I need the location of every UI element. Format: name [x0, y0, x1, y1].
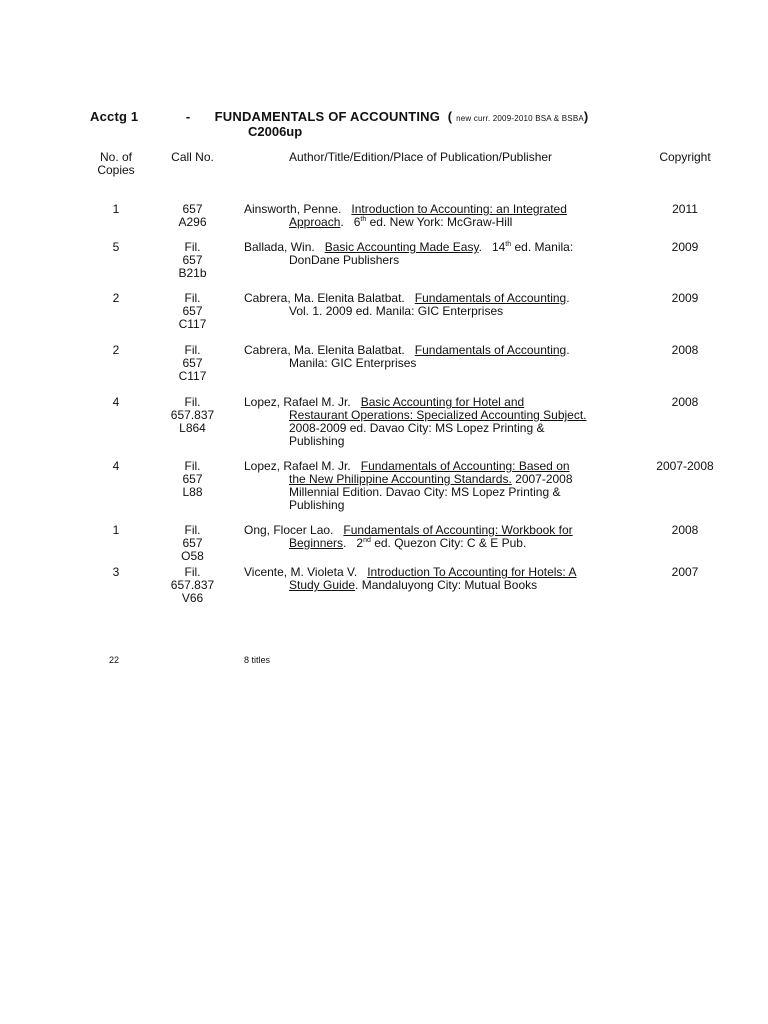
- edition-publisher: 2008-2009 ed. Davao City: MS Lopez Printing &: [289, 421, 545, 435]
- call-line: 657: [182, 202, 203, 216]
- author-name: Cabrera, Ma. Elenita Balatbat.: [244, 343, 405, 357]
- row-4-copies: 2: [112, 343, 120, 357]
- edition-number: 6: [353, 215, 361, 229]
- edition-publisher: ed. New York: McGraw-Hill: [366, 215, 513, 229]
- call-line: 657: [182, 472, 203, 486]
- row-8-call-no: [160, 566, 225, 605]
- author-name: Lopez, Rafael M. Jr.: [244, 395, 351, 409]
- row-7-entry: Ong, Flocer Lao. Fundamentals of Accounting: Workbook for Beginners. 2nd ed. Quezon City: C & E Pub.: [244, 523, 573, 550]
- row-5-copies: 4: [112, 395, 120, 409]
- row-3-copies: 2: [112, 291, 120, 305]
- call-line: 657: [182, 253, 203, 267]
- row-6-call-no: [160, 460, 225, 499]
- row-2-call-no: [160, 241, 225, 280]
- call-line: L88: [182, 485, 203, 499]
- call-line: A296: [178, 215, 207, 229]
- call-line: Fil.: [184, 565, 201, 579]
- column-header-author: Author/Title/Edition/Place of Publication/Publisher: [289, 150, 553, 164]
- row-7-copies: 1: [112, 523, 120, 537]
- edition-place: ed. Manila:: [511, 240, 574, 254]
- publisher: Manila: GIC Enterprises: [289, 356, 417, 370]
- call-line: C117: [178, 369, 207, 383]
- column-header-call-no: Call No.: [171, 150, 214, 164]
- call-line: L864: [179, 421, 206, 435]
- book-title-cont: Restaurant Operations: Specialized Accounting Subject.: [289, 408, 587, 422]
- row-2-copyright: 2009: [671, 240, 699, 254]
- heading-dash: -: [185, 109, 191, 124]
- row-4-call-no: [160, 344, 225, 383]
- call-line: 657.837: [170, 578, 215, 592]
- call-line: Fil.: [184, 291, 201, 305]
- edition-publisher: ed. Quezon City: C & E Pub.: [370, 536, 527, 550]
- publisher-cont: Publishing: [289, 434, 345, 448]
- author-name: Ong, Flocer Lao.: [244, 523, 334, 537]
- book-title-cont: Approach: [289, 215, 341, 229]
- row-8-copies: 3: [112, 565, 120, 579]
- row-4-copyright: 2008: [671, 343, 699, 357]
- call-line: 657: [182, 536, 203, 550]
- book-title: Basic Accounting Made Easy: [324, 240, 479, 254]
- edition-suffix: th: [360, 216, 367, 223]
- row-6-entry: [244, 460, 639, 512]
- book-title: Basic Accounting for Hotel and: [360, 395, 525, 409]
- author-name: Vicente, M. Violeta V.: [244, 565, 358, 579]
- row-2-entry: Ballada, Win. Basic Accounting Made Easy. 14th ed. Manila: DonDane Publishers: [244, 241, 639, 267]
- edition-number: 14: [491, 240, 506, 254]
- course-code: Acctg 1: [90, 109, 139, 124]
- row-3-copyright: 2009: [671, 291, 699, 305]
- edition-publisher: Vol. 1. 2009 ed. Manila: GIC Enterprises: [289, 304, 504, 318]
- author-name: Cabrera, Ma. Elenita Balatbat.: [244, 291, 405, 305]
- book-title-cont: Beginners: [289, 536, 344, 550]
- edition-suffix: nd: [363, 537, 371, 544]
- call-line: Fil.: [184, 523, 201, 537]
- row-3-call-no: [160, 292, 225, 331]
- row-7-call-no: [160, 524, 225, 563]
- call-line: V66: [181, 591, 204, 605]
- heading-open-paren: (: [447, 109, 453, 124]
- call-line: B21b: [178, 266, 207, 280]
- call-line: Fil.: [184, 343, 201, 357]
- book-title: Fundamentals of Accounting: [414, 291, 567, 305]
- row-1-call-no: [160, 203, 225, 229]
- book-title-cont: the New Philippine Accounting Standards.: [289, 472, 512, 486]
- book-title: Introduction to Accounting: an Integrated: [351, 202, 567, 216]
- author-name: Ballada, Win.: [244, 240, 315, 254]
- column-header-copies: No. of Copies: [97, 150, 135, 177]
- publisher-cont: Publishing: [289, 498, 345, 512]
- total-titles: 8 titles: [244, 655, 271, 665]
- heading-close-paren: ): [583, 109, 589, 124]
- call-line: C117: [178, 317, 207, 331]
- publisher: DonDane Publishers: [289, 253, 400, 267]
- call-line: O58: [181, 549, 204, 563]
- column-header-copyright: Copyright: [659, 150, 711, 164]
- call-line: Fil.: [184, 240, 201, 254]
- author-name: Ainsworth, Penne.: [244, 202, 342, 216]
- curriculum-note: new curr. 2009-2010 BSA & BSBA: [456, 114, 584, 123]
- row-3-entry: Cabrera, Ma. Elenita Balatbat. Fundamentals of Accounting. Vol. 1. 2009 ed. Manila: GIC Enterprises: [244, 292, 639, 318]
- call-line: Fil.: [184, 395, 201, 409]
- row-5-entry: [244, 396, 639, 448]
- edition-publisher: Millennial Edition. Davao City: MS Lopez Printing &: [289, 485, 561, 499]
- row-1-copyright: 2011: [672, 202, 698, 216]
- book-title: Fundamentals of Accounting: Workbook for: [343, 523, 573, 537]
- row-6-copyright: 2007-2008: [656, 459, 714, 473]
- row-1-copies: 1: [112, 202, 120, 216]
- row-8-entry: [244, 566, 639, 592]
- edition-number: 2: [356, 536, 364, 550]
- row-1-entry: Ainsworth, Penne. Introduction to Accounting: an Integrated Approach. 6th ed. New York: McGraw-Hill: [244, 202, 567, 229]
- author-name: Lopez, Rafael M. Jr.: [244, 459, 351, 473]
- edition-publisher: . Mandaluyong City: Mutual Books: [355, 578, 538, 592]
- call-line: Fil.: [184, 459, 201, 473]
- book-title: Fundamentals of Accounting: Based on: [360, 459, 570, 473]
- row-6-copies: 4: [112, 459, 120, 473]
- row-2-copies: 5: [112, 240, 120, 254]
- book-title: Fundamentals of Accounting: [414, 343, 567, 357]
- edition-year: 2007-2008: [511, 472, 573, 486]
- edition-suffix: th: [505, 241, 512, 248]
- course-title: FUNDAMENTALS OF ACCOUNTING: [214, 109, 441, 124]
- row-8-copyright: 2007: [671, 565, 699, 579]
- total-copies: 22: [109, 655, 120, 665]
- call-line: 657: [182, 356, 203, 370]
- row-7-copyright: 2008: [671, 523, 699, 537]
- call-line: 657: [182, 304, 203, 318]
- book-title-cont: Study Guide: [289, 578, 356, 592]
- call-line: 657.837: [170, 408, 215, 422]
- row-5-call-no: [160, 396, 225, 435]
- row-4-entry: Cabrera, Ma. Elenita Balatbat. Fundamentals of Accounting. Manila: GIC Enterprises: [244, 344, 639, 370]
- course-subtitle: C2006up: [248, 124, 303, 139]
- row-5-copyright: 2008: [671, 395, 699, 409]
- book-title: Introduction To Accounting for Hotels: A: [367, 565, 577, 579]
- document-heading: [90, 109, 588, 124]
